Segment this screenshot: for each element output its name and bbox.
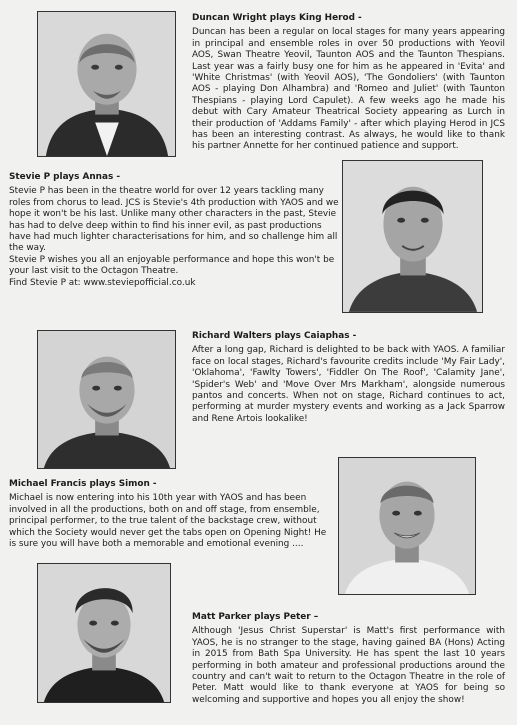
stevie-p-headshot — [342, 160, 483, 313]
matt-parker-headshot — [37, 563, 171, 703]
duncan-wright-headshot — [37, 11, 176, 157]
bio-paragraph: Stevie P wishes you all an enjoyable performance and hope this won't be your last visit to the Octagon Theatre. — [9, 254, 335, 277]
bio-paragraph: Duncan has been a regular on local stages for many years appearing in principal and ensemble roles in over 50 productions with Yeovil AOS, Swan Theatre Yeovil, Taunton AOS and the Taunton Thespians. Last year was a fairly busy one for him as he appeared in 'Evita' and 'White Christmas' (with Yeovil AOS), 'The Gondoliers' (with Taunton AOS - playing Don Alhambra) and 'Romeo and Juliet' (with Taunton Thespians - playing Lord Capulet). A few weeks ago he made his debut with Cary Amateur Theatrical Society appearing as Lurch in their production of 'Addams Family' - after which playing Herod in JCS has been an interesting contrast. As always, he would like to thank his partner Annette for her continued patience and support. — [192, 27, 505, 152]
bio-richard-walters — [192, 331, 505, 425]
bio-paragraph: Although 'Jesus Christ Superstar' is Matt's first performance with YAOS, he is no stranger to the stage, having gained BA (Hons) Acting in 2015 from Bath Spa University. He has spent the last 10 years performing in both amateur and professional productions around the country and can't wait to return to the Octagon Theatre in the role of Peter. Matt would like to thank everyone at YAOS for being so welcoming and supportive and hopes you all enjoy the show! — [192, 626, 505, 705]
portrait-illustration — [339, 458, 475, 594]
bio-paragraph: Stevie P has been in the theatre world for over 12 years tackling many roles from chorus to lead. JCS is Stevie's 4th production with YAOS and we hope it won't be his last. Unlike many other characters in the past, Stevie has had to delve deep within to find his inner evil, as past productions have had much lighter characterisations for him, and so challenge him all the way. — [9, 186, 339, 254]
portrait-illustration — [38, 331, 175, 468]
portrait-illustration — [38, 12, 175, 156]
bio-paragraph: Michael is now entering into his 10th year with YAOS and has been involved in all the productions, both on and off stage, from ensemble, principal performer, to the true talent of the backstage crew, without which the Society would never get the tabs open on Opening Night! He is sure you will have both a memorable and emotional evening .... — [9, 493, 327, 550]
cast-name-heading: Matt Parker plays Peter – — [192, 612, 319, 622]
portrait-illustration — [343, 161, 482, 312]
bio-matt-parker — [192, 612, 505, 706]
michael-francis-headshot — [338, 457, 476, 595]
cast-name-heading: Michael Francis plays Simon - — [9, 479, 157, 489]
bio-duncan-wright — [192, 13, 505, 153]
cast-name-heading: Duncan Wright plays King Herod - — [192, 13, 362, 23]
cast-name-heading: Stevie P plays Annas - — [9, 172, 121, 182]
bio-stevie-p — [9, 172, 340, 289]
cast-name-heading: Richard Walters plays Caiaphas - — [192, 331, 357, 341]
richard-walters-headshot — [37, 330, 176, 469]
bio-michael-francis — [9, 479, 335, 550]
website-link-text: Find Stevie P at: www.steviepofficial.co.uk — [9, 277, 196, 288]
portrait-illustration — [38, 564, 170, 702]
bio-paragraph: After a long gap, Richard is delighted to be back with YAOS. A familiar face on local stages, Richard's favourite credits include 'My Fair Lady', 'Oklahoma', 'Fawlty Towers', 'Fiddler On The Roof', 'Calamity Jane', 'Spider's Web' and 'Move Over Mrs Markham', alongside numerous pantos and concerts. When not on stage, Richard continues to act, performing at murder mystery events and working as a Jack Sparrow and Rene Artois lookalike! — [192, 345, 505, 424]
